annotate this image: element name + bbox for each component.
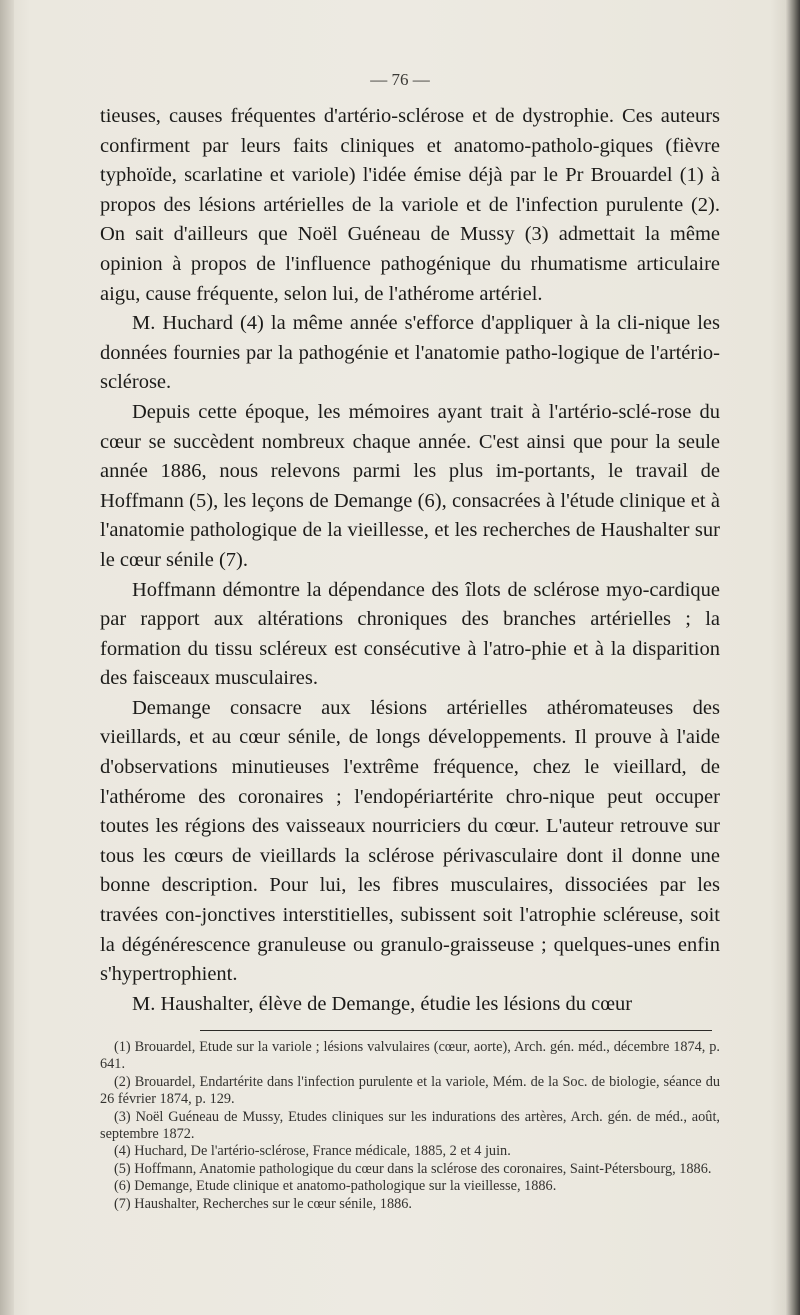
footnote-4: (4) Huchard, De l'artério-sclérose, France médicale, 1885, 2 et 4 juin. [114,1143,511,1160]
footnote-5: (5) Hoffmann, Anatomie pathologique du cœur dans la sclérose des coronaires, Saint-Pétersbourg, 1886. [114,1160,712,1177]
footnote-1: (1) Brouardel, Etude sur la variole ; lésions valvulaires (cœur, aorte), Arch. gén. méd., décembre 1874, p. 641. [100,1039,720,1073]
footnote-divider [200,1030,712,1031]
paragraph-6: M. Haushalter, élève de Demange, étudie les lésions du cœur [132,992,633,1015]
page-right-edge [786,0,800,1315]
footnote-3: (3) Noël Guéneau de Mussy, Etudes cliniques sur les indurations des artères, Arch. gén. de méd., août, septembre 1872. [100,1108,720,1143]
paragraph-1: tieuses, causes fréquentes d'artério-sclérose et de dystrophie. Ces auteurs confirment par leurs faits cliniques et anatomo-patholo-giques (fièvre typhoïde, scarlatine et variole) l'idée émise déjà par le Pr Brouardel (1) à propos des lésions artérielles de la variole et de l'infection purulente (2). On sait d'ailleurs que Noël Guéneau de Mussy (3) admettait la même opinion à propos de l'influence pathogénique du rhumatisme articulaire aigu, cause fréquente, selon lui, de l'athérome artériel. [100,105,720,305]
page-number: — 76 — [370,70,430,89]
footnote-2: (2) Brouardel, Endartérite dans l'infection purulente et la variole, Mém. de la Soc. de biologie, séance du 26 février 1874, p. 129. [100,1073,720,1108]
page-left-edge [0,0,14,1315]
paragraph-4: Hoffmann démontre la dépendance des îlots de sclérose myo-cardique par rapport aux altérations chroniques des branches artérielles ; la formation du tissu scléreux est consécutive à l'atro-phie et à la disparition des faisceaux musculaires. [100,578,720,690]
footnotes [100,1039,720,1213]
paragraph-2: M. Huchard (4) la même année s'efforce d'appliquer à la cli-nique les données fournies par la pathogénie et l'anatomie patho-logique de l'artério-sclérose. [100,312,720,394]
body-text [100,102,720,1019]
paragraph-5: Demange consacre aux lésions artérielles athéromateuses des vieillards, et au cœur sénile, de longs développements. Il prouve à l'aide d'observations minutieuses l'extrême fréquence, chez le vieillard, de l'athérome des coronaires ; l'endopériartérite chro-nique peut occuper toutes les régions des vaisseaux nourriciers du cœur. L'auteur retrouve sur tous les cœurs de vieillards la sclérose périvasculaire dont il donne une bonne description. Pour lui, les fibres musculaires, dissociées par les travées con-jonctives interstitielles, subissent soit l'atrophie scléreuse, soit la dégénérescence granuleuse ou granulo-graisseuse ; quelques-unes enfin s'hypertrophient. [100,696,720,986]
footnote-6: (6) Demange, Etude clinique et anatomo-pathologique sur la vieillesse, 1886. [114,1178,557,1195]
footnote-7: (7) Haushalter, Recherches sur le cœur sénile, 1886. [114,1195,412,1212]
paragraph-3: Depuis cette époque, les mémoires ayant trait à l'artério-sclé-rose du cœur se succèdent nombreux chaque année. C'est ainsi que pour la seule année 1886, nous relevons parmi les plus im-portants, le travail de Hoffmann (5), les leçons de Demange (6), consacrées à l'étude clinique et à l'anatomie pathologique de la vieillesse, et les recherches de Haushalter sur le cœur sénile (7). [100,400,720,571]
